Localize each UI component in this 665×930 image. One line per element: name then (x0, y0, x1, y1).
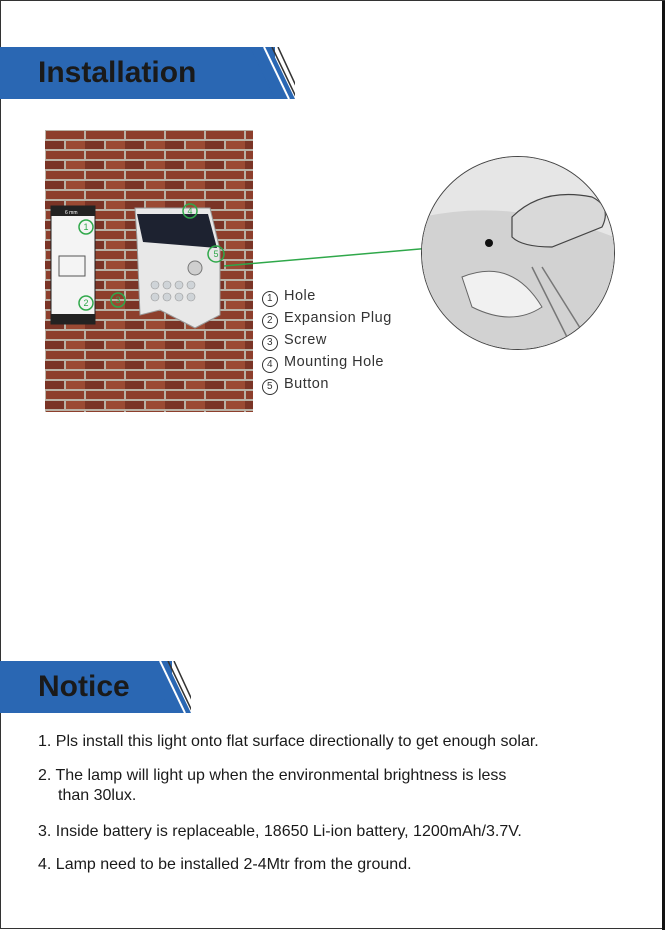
parts-legend (262, 285, 392, 395)
notice-item-3 (38, 822, 522, 842)
notice-item-1 (38, 732, 539, 752)
legend-number: 5 (262, 379, 278, 395)
legend-number: 1 (262, 291, 278, 307)
svg-text:3: 3 (115, 295, 121, 305)
legend-item (262, 351, 392, 373)
legend-label: Screw (284, 332, 327, 348)
legend-label: Hole (284, 288, 316, 304)
notice-text: 1. Pls install this light onto flat surface directionally to get enough solar. (38, 733, 539, 750)
legend-item (262, 307, 392, 329)
legend-item (262, 329, 392, 351)
notice-item-2 (38, 766, 506, 806)
legend-number: 3 (262, 335, 278, 351)
legend-item (262, 373, 392, 395)
wall-photo (45, 130, 253, 412)
svg-text:2: 2 (83, 298, 89, 308)
notice-text: 3. Inside battery is replaceable, 18650 Li-ion battery, 1200mAh/3.7V. (38, 823, 522, 840)
installation-title: Installation (38, 56, 197, 89)
notice-title: Notice (38, 670, 130, 703)
legend-label: Expansion Plug (284, 310, 392, 326)
notice-slashes (146, 661, 191, 713)
notice-text: 2. The lamp will light up when the environmental brightness is less (38, 767, 507, 784)
notice-text: 4. Lamp need to be installed 2-4Mtr from the ground. (38, 856, 412, 873)
brick-wall (45, 130, 253, 412)
legend-label: Mounting Hole (284, 354, 384, 370)
installation-banner (0, 47, 275, 99)
svg-text:5: 5 (213, 249, 219, 259)
legend-label: Button (284, 376, 329, 392)
photo-top-label: 6 mm (65, 210, 78, 216)
svg-text:4: 4 (187, 206, 193, 216)
button-zoom-detail (421, 156, 615, 350)
legend-number: 4 (262, 357, 278, 373)
notice-text-continued: than 30lux. (58, 787, 137, 804)
legend-number: 2 (262, 313, 278, 329)
notice-item-4 (38, 855, 412, 875)
installation-slashes (250, 47, 295, 99)
svg-text:1: 1 (83, 222, 89, 232)
zoom-illustration (422, 157, 614, 349)
legend-item (262, 285, 392, 307)
